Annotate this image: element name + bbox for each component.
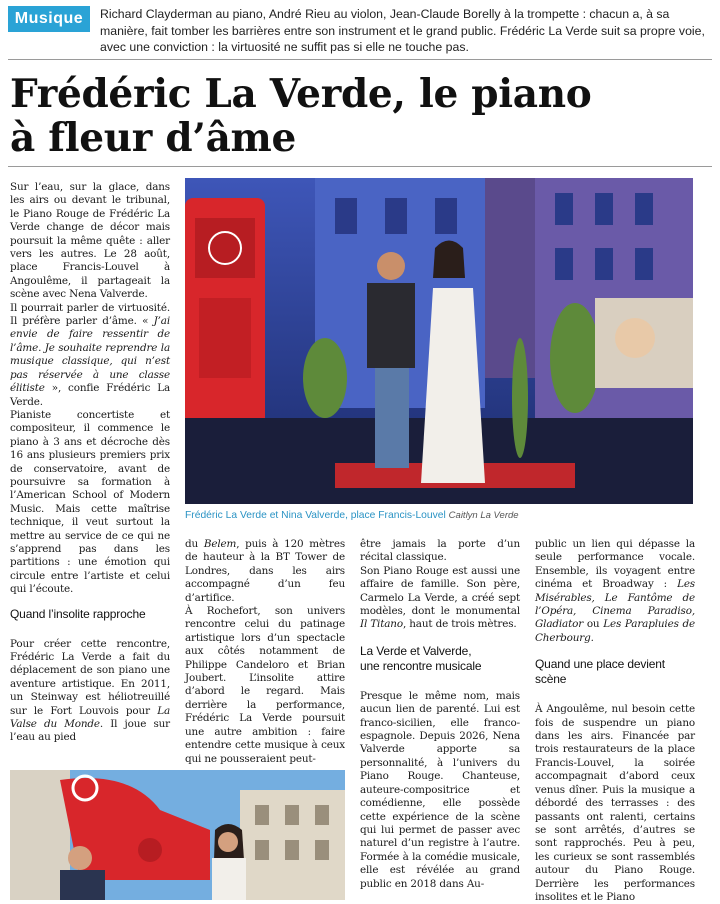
paragraph: Pianiste concertiste et compositeur, il commence le piano à 3 ans et décroche dès 16 ans plusieurs premiers prix de conservatoire, avant de poursuivre sa formation à l’American School of Modern Music. Mais cette maîtrise technique, il veut surtout la mettre au service de ce qui ne s’apprend pas dans les partitions : une émotion qui circule entre l’artiste et celui qui l’écoute. bbox=[10, 408, 170, 596]
caption-text: Frédéric La Verde et Nina Valverde, place Francis-Louvel bbox=[185, 510, 446, 521]
photo-scene bbox=[10, 770, 345, 900]
photo-credit: Caitlyn La Verde bbox=[448, 510, 519, 521]
paragraph bbox=[10, 638, 170, 745]
text: . Il joue sur l’eau au pied bbox=[10, 718, 170, 744]
text: Pour créer cette rencontre, Frédéric La Verde a fait du déplacement de son piano une aventure artistique. En 2011, un Steinway est héliotreuillé sur le Fort Louvois pour bbox=[10, 637, 170, 717]
standfirst: Richard Clayderman au piano, André Rieu au violon, Jean-Claude Borelly à la trompette : chacun a, à sa manière, fait tomber les barrières entre son instrument et le grand public. Frédéric La Verde suit sa propre voie, avec une conviction : la virtuosité ne suffit pas si elle ne touche pas. bbox=[100, 7, 705, 54]
article-column-1 bbox=[10, 181, 170, 745]
text: », confie Frédéric La Verde. bbox=[10, 382, 170, 408]
divider bbox=[8, 166, 712, 167]
section-rubric: Musique bbox=[8, 6, 90, 32]
paragraph bbox=[185, 538, 345, 605]
work-titles: Les Misérables, Le Fantôme de l’Opéra, Cinema Paradiso, Gladiator bbox=[535, 578, 695, 631]
paragraph bbox=[535, 538, 695, 645]
ship-name: Belem bbox=[203, 538, 237, 550]
subheading: Quand l’insolite rapproche bbox=[10, 606, 146, 621]
text: . bbox=[590, 631, 594, 644]
headline bbox=[10, 72, 710, 160]
secondary-photo bbox=[10, 770, 345, 900]
quote: J’ai envie de faire ressentir de l’âme. Je souhaite reprendre la musique classique, qui n’est pas réservée à une classe élitiste bbox=[10, 315, 170, 395]
subheading-line: une rencontre musicale bbox=[360, 658, 482, 673]
divider bbox=[8, 59, 712, 60]
text: , puis à 120 mètres de hauteur à la BT Tower de Londres, dans les airs accompagné d’un feu d’artifice. bbox=[185, 538, 345, 604]
headline-line-2: à fleur d’âme bbox=[10, 115, 297, 161]
article-column-3 bbox=[360, 538, 520, 891]
text: Son Piano Rouge est aussi une affaire de famille. Son père, Carmelo La Verde, a créé sept modèles, dont le monumental bbox=[360, 564, 520, 618]
text: , haut de trois mètres. bbox=[402, 618, 517, 631]
subheading-line: scène bbox=[535, 672, 567, 687]
paragraph: Presque le même nom, mais aucun lien de parenté. Lui est franco-sicilien, elle franco-espagnole. Depuis 2026, Nena Valverde apporte sa personnalité, à l’univers du Piano Rouge. Chanteuse, auteure-compositrice et comédienne, elle possède cette expérience de la scène qui lui permet de passer avec naturel d’un registre à l’autre. Formée à la comédie musicale, elle est révélée au grand public en 2018 dans Au- bbox=[360, 689, 520, 890]
paragraph bbox=[360, 565, 520, 632]
paragraph: À Rochefort, son univers rencontre celui du patinage artistique lors d’un spectacle aux côtés notamment de Philippe Candeloro et Brian Joubert. L’insolite attire d’abord le regard. Mais derrière la performance, Frédéric La Verde poursuit une autre ambition : faire entendre cette musique à ceux qui ne pousseraient peut- bbox=[185, 605, 345, 765]
headline-line-1: Frédéric La Verde, le piano bbox=[10, 71, 592, 117]
subheading-line: Quand une place devient bbox=[535, 657, 665, 672]
subheading bbox=[535, 657, 695, 687]
piano-model-title: Il Titano bbox=[360, 618, 403, 631]
text: Il pourrait parler de virtuosité. Il préfère parler d’âme. « bbox=[10, 301, 170, 328]
subheading bbox=[360, 644, 520, 674]
paragraph: être jamais la porte d’un récital classique. bbox=[360, 538, 520, 564]
text: public un lien qui dépasse la seule performance vocale. Ensemble, ils voyagent entre cinéma et Broadway : bbox=[535, 538, 695, 591]
article-column-2 bbox=[185, 538, 345, 766]
paragraph: Sur l’eau, sur la glace, dans les airs ou devant le tribunal, le Piano Rouge de Frédéric La Verde change de décor mais poursuit la même quête : aller vers les autres. Le 28 août, place Francis-Louvel à Angoulême, il partageait la scène avec Nena Valverde. bbox=[10, 181, 170, 301]
article-column-4 bbox=[535, 538, 695, 904]
paragraph: À Angoulême, nul besoin cette fois de suspendre un piano dans les airs. Financée par trois restaurateurs de la place Francis-Louvel, la soirée accompagnait d’abord ceux venus dîner. Puis la musique a débordé des terrasses : des passants ont ralenti, certains se sont arrêtés, d’autres se sont rapprochés. Peu à peu, les curieux se sont rassemblés autour du Piano Rouge. Derrière les performances insolites et le Piano bbox=[535, 703, 695, 903]
text: du bbox=[185, 538, 199, 550]
work-title: La Valse du Monde bbox=[10, 704, 171, 731]
main-photo bbox=[185, 178, 693, 504]
photo-caption bbox=[185, 510, 705, 521]
subheading-line: La Verde et Valverde, bbox=[360, 643, 472, 658]
paragraph bbox=[10, 302, 170, 409]
text: ou bbox=[586, 618, 600, 631]
work-title: Les Parapluies de Cherbourg bbox=[535, 618, 696, 644]
photo-scene bbox=[185, 178, 693, 504]
